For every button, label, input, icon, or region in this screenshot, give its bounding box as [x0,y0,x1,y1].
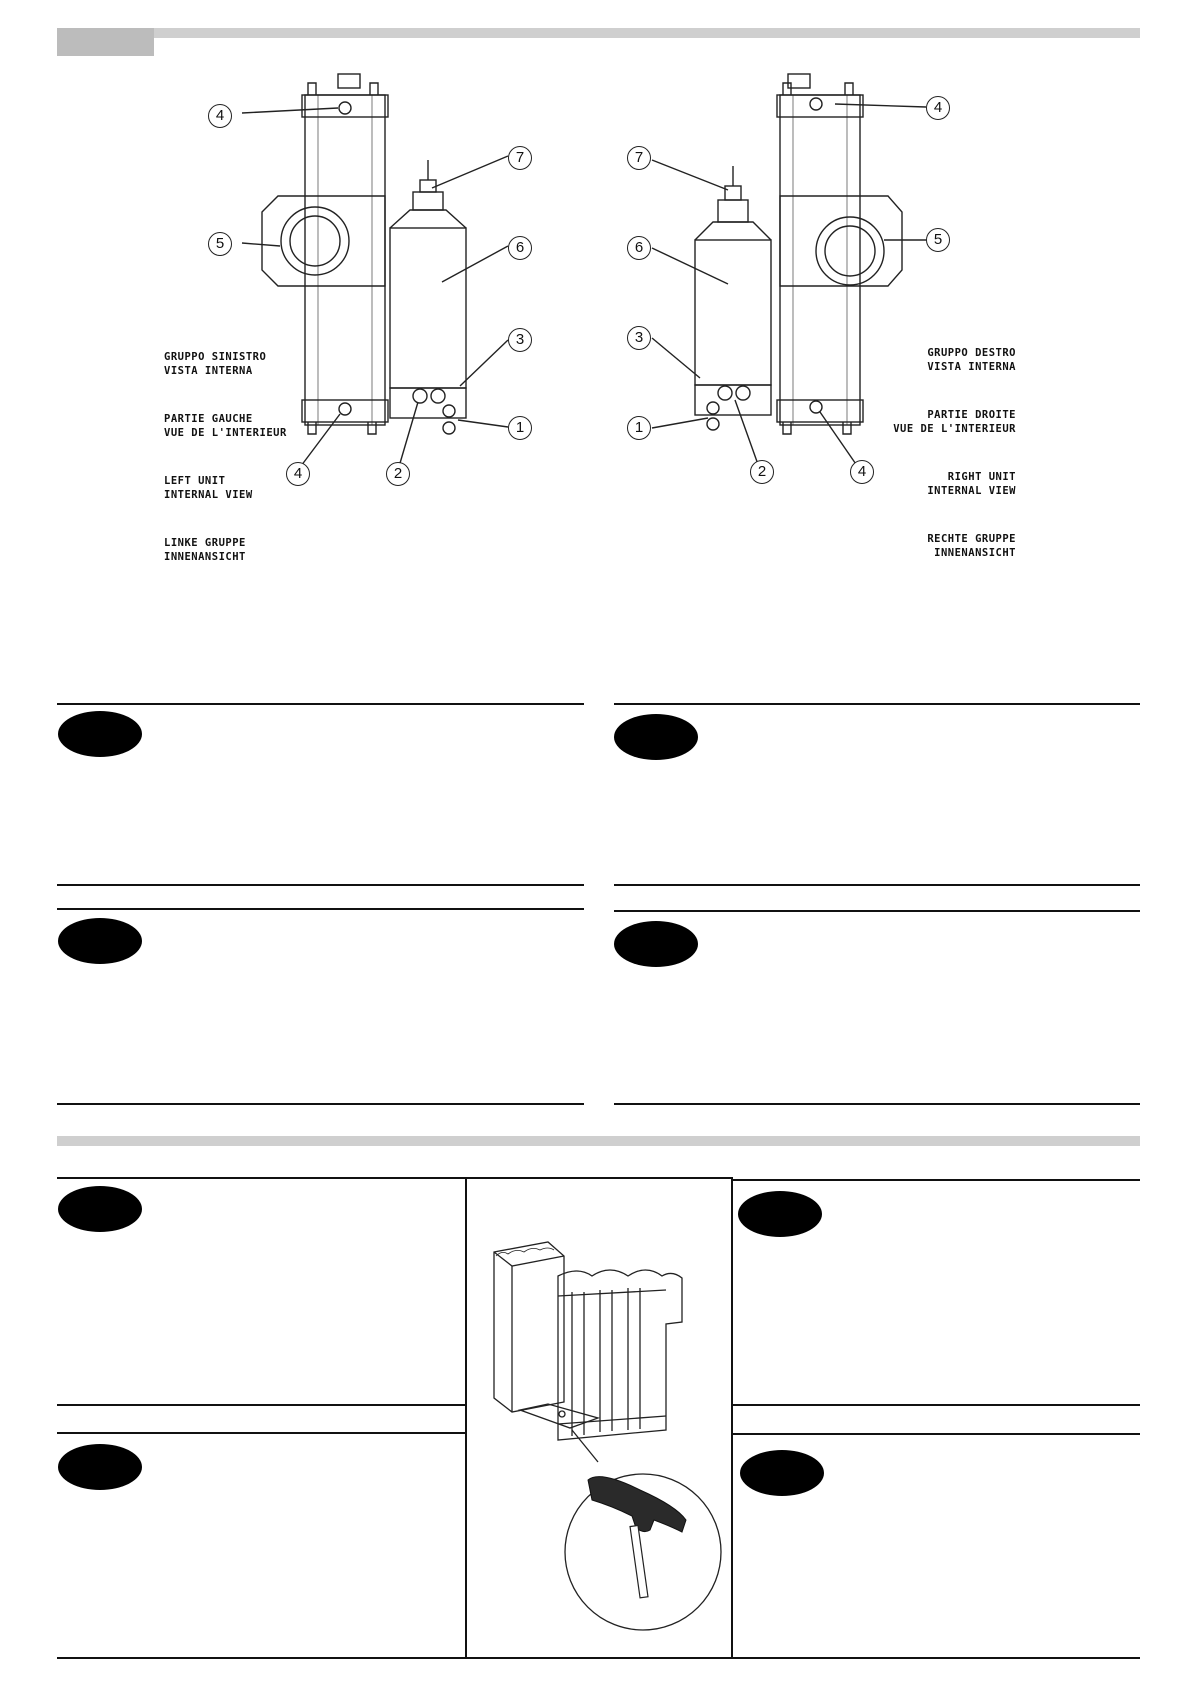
gate-key-illustration [467,1179,729,1657]
language-badge-6 [738,1191,822,1237]
header-tab [57,28,154,56]
panel-bottom-rule-right [614,1103,1140,1105]
panel-mid-rule-right-1 [614,884,1140,886]
callout-left-4-top: 4 [208,104,232,128]
language-badge-3 [58,918,142,964]
callout-left-1: 1 [508,416,532,440]
bottom-mid-rule-right-2 [733,1433,1140,1435]
panel-top-rule-left [57,703,584,705]
panel-mid-rule-left-2 [57,908,584,910]
bottom-divider-right [731,1177,733,1659]
bottom-mid-rule-right-1 [733,1404,1140,1406]
right-caption [860,318,1016,580]
callout-right-3: 3 [627,326,651,350]
callout-left-7: 7 [508,146,532,170]
callout-left-2: 2 [386,462,410,486]
callout-right-4-bottom: 4 [850,460,874,484]
left-caption-de: LINKE GRUPPE INNENANSICHT [164,537,246,563]
callout-left-6: 6 [508,236,532,260]
callout-right-4-top: 4 [926,96,950,120]
right-caption-fr: PARTIE DROITE VUE DE L'INTERIEUR [893,409,1016,435]
panel-top-rule-right [614,703,1140,705]
section-bar [57,1136,1140,1146]
language-badge-7 [58,1444,142,1490]
right-caption-it: GRUPPO DESTRO VISTA INTERNA [927,347,1016,373]
language-badge-2 [614,714,698,760]
bottom-mid-rule-left-1 [57,1404,465,1406]
left-caption-en: LEFT UNIT INTERNAL VIEW [164,475,253,501]
callout-left-4-bottom: 4 [286,462,310,486]
callout-right-1: 1 [627,416,651,440]
panel-mid-rule-right-2 [614,910,1140,912]
left-caption-fr: PARTIE GAUCHE VUE DE L'INTERIEUR [164,413,287,439]
panel-mid-rule-left-1 [57,884,584,886]
left-caption [164,322,287,584]
callout-right-6: 6 [627,236,651,260]
header-bar [57,28,1140,38]
bottom-mid-rule-left-2 [57,1432,465,1434]
panel-bottom-rule-left [57,1103,584,1105]
callout-right-5: 5 [926,228,950,252]
callout-right-2: 2 [750,460,774,484]
language-badge-4 [614,921,698,967]
callout-right-7: 7 [627,146,651,170]
bottom-final-rule [57,1657,1140,1659]
right-caption-en: RIGHT UNIT INTERNAL VIEW [927,471,1016,497]
bottom-top-rule-right [731,1179,1140,1181]
language-badge-5 [58,1186,142,1232]
right-caption-de: RECHTE GRUPPE INNENANSICHT [927,533,1016,559]
callout-left-3: 3 [508,328,532,352]
callout-left-5: 5 [208,232,232,256]
language-badge-1 [58,711,142,757]
left-caption-it: GRUPPO SINISTRO VISTA INTERNA [164,351,267,377]
language-badge-8 [740,1450,824,1496]
